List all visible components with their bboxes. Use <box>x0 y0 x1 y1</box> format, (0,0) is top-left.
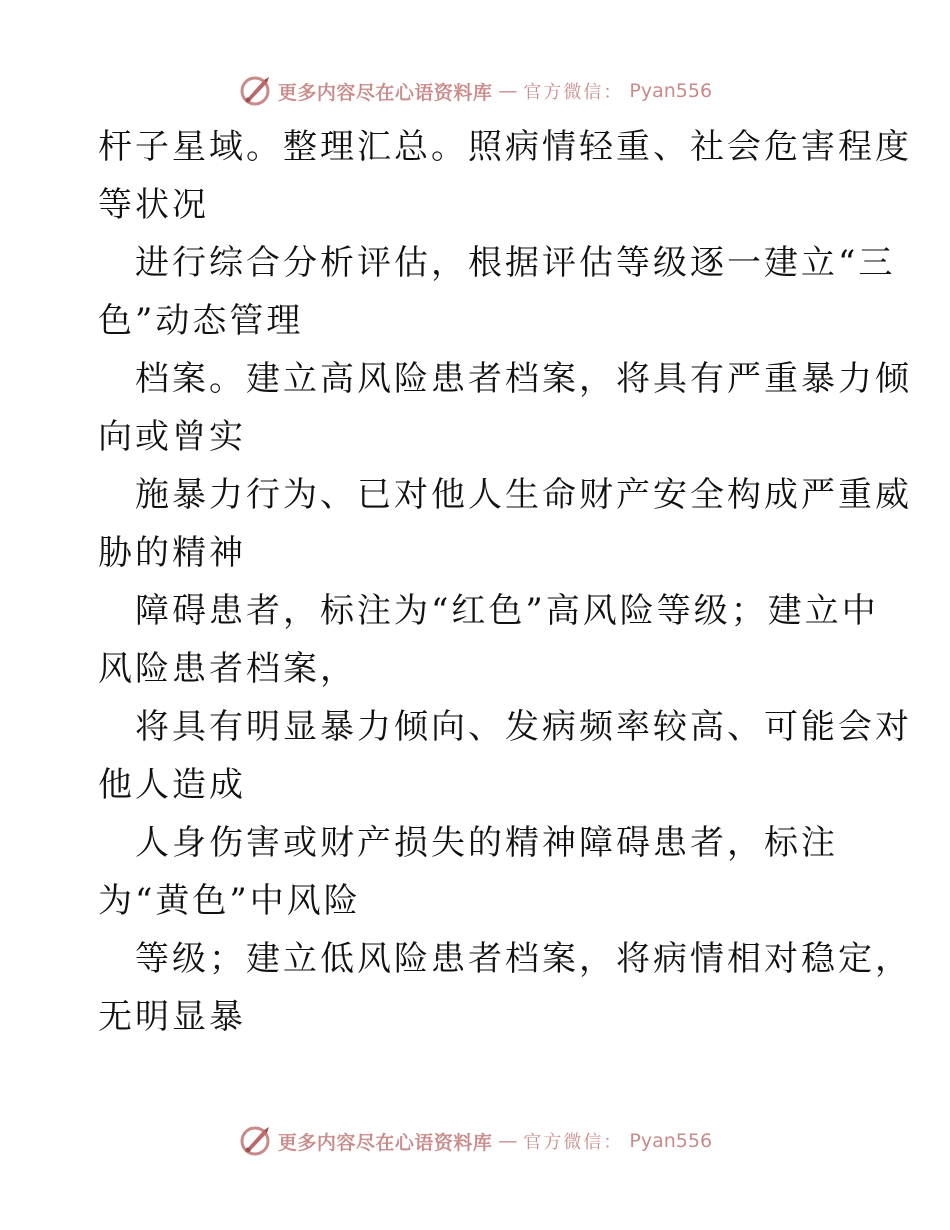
text-line: 人身伤害或财产损失的精神障碍患者，标注 <box>135 823 838 863</box>
watermark-group <box>238 1124 712 1158</box>
footer-watermark <box>0 1121 950 1161</box>
watermark-group <box>238 74 712 108</box>
quill-pen-logo-icon <box>238 74 272 108</box>
text-line: 无明显暴 <box>98 997 246 1037</box>
text-line: 施暴力行为、已对他人生命财产安全构成严重威 <box>135 475 912 515</box>
text-line: 向或曾实 <box>98 417 246 457</box>
watermark-wechat-id: Pyan556 <box>629 1130 713 1152</box>
text-line: 杆子星域。整理汇总。照病情轻重、社会危害程度 <box>98 127 912 167</box>
text-line: 等状况 <box>98 185 209 225</box>
text-line: 胁的精神 <box>98 533 246 573</box>
watermark-separator: — <box>498 1130 518 1152</box>
text-line: 为“黄色”中风险 <box>98 881 361 921</box>
watermark-wechat-label: 官方微信： <box>523 82 624 103</box>
text-line: 色”动态管理 <box>98 301 304 341</box>
quill-pen-logo-icon <box>238 1124 272 1158</box>
text-line: 障碍患者，标注为“红色”高风险等级；建立中 <box>135 591 879 631</box>
watermark-separator: — <box>498 80 518 102</box>
watermark-wechat-id: Pyan556 <box>629 80 713 102</box>
text-line: 档案。建立高风险患者档案，将具有严重暴力倾 <box>135 359 912 399</box>
text-line: 将具有明显暴力倾向、发病频率较高、可能会对 <box>135 707 912 747</box>
document-body <box>98 118 912 1046</box>
text-line: 等级；建立低风险患者档案，将病情相对稳定， <box>135 939 912 979</box>
text-line: 风险患者档案， <box>98 649 357 689</box>
header-watermark <box>0 71 950 111</box>
text-line: 进行综合分析评估，根据评估等级逐一建立“三 <box>135 243 896 283</box>
watermark-wechat-label: 官方微信： <box>523 1132 624 1153</box>
watermark-text: 更多内容尽在心语资料库 <box>277 81 493 104</box>
watermark-text: 更多内容尽在心语资料库 <box>277 1131 493 1154</box>
text-line: 他人造成 <box>98 765 246 805</box>
